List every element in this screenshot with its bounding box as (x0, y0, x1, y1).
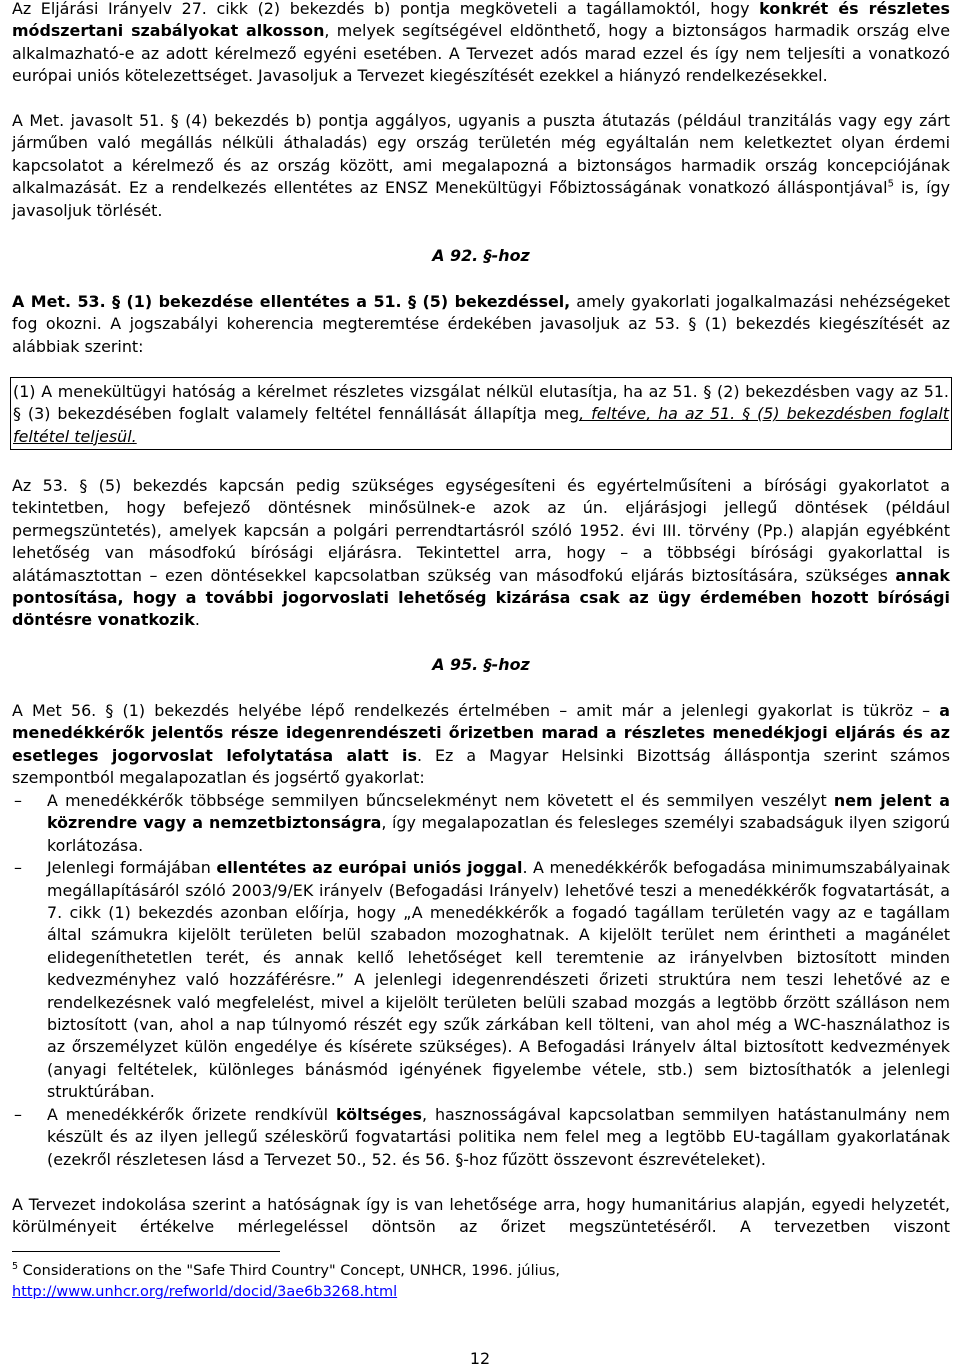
proposed-amendment-box (10, 377, 952, 450)
body-text: A Met. javasolt 51. § (4) bekezdés b) pontja aggályos, ugyanis a puszta átutazás (például tranzitálás vagy egy zárt járműben való megállás nélküli áthaladás) egy ország területén még egyáltalán nem keletkeztet olyan érdemi kapcsolatot a kérelmező és az ország között, ami megalapozná a biztonságos harmadik ország koncepciójának alkalmazását. Ez a rendelkezés ellentétes az ENSZ Menekültügyi Főbiztosságának vonatkozó álláspontjával (12, 111, 950, 198)
body-text: Jelenlegi formájában (47, 858, 217, 878)
body-text: . A menedékkérők befogadása minimumszabályainak megállapításáról szóló 2003/9/EK irányelv (Befogadási Irányelv) lehetővé teszi a menedékkérők fogvatartását, a 7. cikk (1) bekezdés azonban előírja, hogy „A menedékkérők a fogadó tagállam területén vagy az e tagállam által számukra kijelölt területen belül szabadon mozoghatnak. A kijelölt terület nem érintheti a magánélet elidegeníthetetlen terét, és annak kellő lehetőséget kell teremtenie az irányelvben biztosított minden kedvezményhez való hozzáférésre.” A jelenlegi idegenrendészeti őrizeti struktúra nem teszi lehetővé az e rendelkezésnek való megfelelést, mivel a kijelölt területen belüli szabad mozgás a legtöbb őrzött szálláson nem biztosított (van, ahol a nap túlnyomó részét egy szűk zárkában kell tölteni, van ahol még a WC-használathoz is az őrszemélyzet külön engedélye és kísérete szükséges). A Befogadási Irányelv által biztosított kedvezmények (anyagi feltételek, különleges bánásmód igényének figyelembe vétele, stb.) sem biztosíthatók a jelenlegi struktúrában. (47, 858, 950, 1102)
paragraph-section-53 (12, 291, 950, 358)
body-text: A menedékkérők őrizete rendkívül (47, 1104, 337, 1124)
paragraph-section-53-5 (12, 475, 950, 632)
section-heading: A 92. §-hoz (432, 246, 530, 265)
body-text: , hasznosságával kapcsolatban semmilyen hatástanulmány nem készült és az ilyen jellegű széleskörű fogvatartási politika nem felel meg a legtöbb EU-tagállam gyakorlatának (ezekről részletesen lásd a Tervezet 50., 52. és 56. §-hoz fűzött összevont észrevételeket). (47, 1104, 950, 1169)
paragraph-safe-third-country-rules (12, 0, 950, 88)
bold-emphasis: ellentétes az európai uniós joggal (216, 858, 523, 878)
list-item (12, 857, 950, 1103)
paragraph-transit-provision (12, 110, 950, 222)
footnote-mark: 5 (12, 1261, 19, 1273)
body-text: is, így javasoljuk törlését. (12, 178, 950, 220)
bold-emphasis: konkrét és részletes módszertani szabályokat alkosson (12, 0, 951, 41)
body-text: A Met 56. § (1) bekezdés helyébe lépő rendelkezés értelmében – amit már a jelenlegi gyakorlat is tükröz – (12, 701, 940, 720)
list-marker: – (14, 791, 22, 810)
paragraph-justification-note: A Tervezet indokolása szerint a hatóságnak így is van lehetősége arra, hogy humanitárius alapján, egyedi helyzetét, körülményeit értékelve mérlegeléssel döntsön az őrizet megszüntetéséről. A tervezetben viszont (12, 1195, 950, 1237)
body-text: Az 53. § (5) bekezdés kapcsán pedig szükséges egységesíteni és egyértelműsíteni a bírósági gyakorlatot a tekintetben, hogy befejező döntésnek minősülnek-e azok az ún. eljárásjogi jellegű döntések (például permegszüntetés), amelyek kapcsán a polgári perrendtartásról szóló 1952. évi III. törvény (Pp.) alapján egyébként lehetőség van másodfokú bírósági eljárásra. Tekintettel arra, hogy – a többségi bírósági gyakorlattal is alátámasztottan – ezen döntésekkel kapcsolatban szükség van másodfokú eljárás biztosítására, szükséges (12, 476, 950, 585)
bold-emphasis: A Met. 53. § (1) bekezdése ellentétes a 51. § (5) bekezdéssel, (12, 292, 571, 311)
bold-emphasis: annak pontosítása, hogy a további jogorvoslati lehetőség kizárása csak az ügy érdemében hozott bírósági döntésre vonatkozik (12, 565, 950, 630)
list-marker: – (14, 1104, 22, 1124)
body-text: , így megalapozatlan és felesleges személyi szabadságuk ilyen szigorú korlátozása. (47, 813, 951, 855)
body-text: amely gyakorlati jogalkalmazási nehézségeket fog okozni. A jogszabályi koherencia megteremtése érdekében javasoljuk az 53. § (1) bekezdés kiegészítését az alábbiak szerint: (12, 292, 950, 356)
body-text: A menedékkérők többsége semmilyen bűncselekményt nem követett el és semmilyen veszélyt (47, 791, 834, 810)
list-item (12, 790, 950, 857)
footnote-text: Considerations on the "Safe Third Country" Concept, UNHCR, 1996. július, (18, 1263, 560, 1279)
footnote-reference: 5 (887, 178, 894, 190)
footnote-separator (12, 1251, 280, 1252)
section-heading: A 95. §-hoz (432, 655, 530, 674)
body-text: Az Eljárási Irányelv 27. cikk (2) bekezdés b) pontja megköveteli a tagállamoktól, hogy (12, 0, 760, 18)
page-number: 12 (469, 1349, 491, 1368)
bold-emphasis: a menedékkérők jelentős része idegenrendészeti őrizetben marad a részletes menedékjogi eljárás és az esetleges jogorvoslat lefolytatása alatt is (12, 701, 950, 765)
bold-emphasis: költséges (336, 1104, 422, 1124)
paragraph-detention-practice (12, 700, 950, 790)
argument-list (12, 790, 950, 1171)
underlined-italic-text: , feltéve, ha az 51. § (5) bekezdésben foglalt feltétel teljesül. (13, 404, 949, 446)
body-text: . (194, 610, 200, 630)
body-text: , melyek segítségével eldönthető, hogy a biztonságos harmadik ország elve alkalmazható-e az adott kérelmező egyéni esetében. A Tervezet adós marad ezzel és így nem teljesíti a vonatkozó európai uniós kötelezettséget. Javasoljuk a Tervezet kiegészítését ezekkel a hiányzó rendelkezésekkel. (12, 21, 950, 86)
bold-emphasis: nem jelent a közrendre vagy a nemzetbiztonságra (47, 791, 950, 833)
footnote-link[interactable]: http://www.unhcr.org/refworld/docid/3ae6b3268.html (12, 1284, 398, 1300)
body-text: . Ez a Magyar Helsinki Bizottság álláspontja szerint számos szempontból megalapozatlan és jogsértő gyakorlat: (12, 745, 950, 788)
list-item (12, 1104, 950, 1171)
body-text: (1) A menekültügyi hatóság a kérelmet részletes vizsgálat nélkül elutasítja, ha az 51. § (2) bekezdésben vagy az 51. § (3) bekezdésében foglalt valamely feltétel fennállását állapítja meg (13, 382, 949, 424)
list-marker: – (14, 858, 22, 878)
footnote (12, 1261, 950, 1303)
